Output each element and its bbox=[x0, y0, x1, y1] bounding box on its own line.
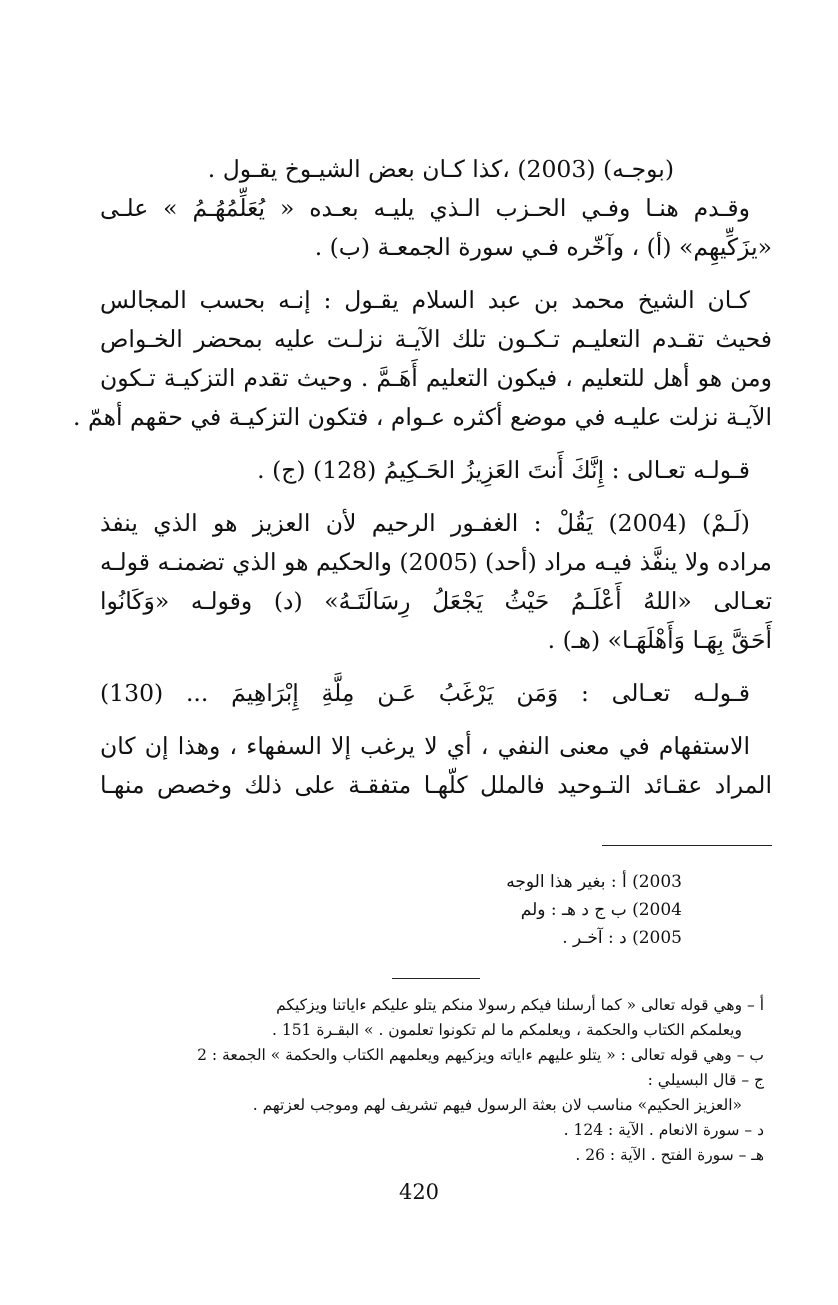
verse-heading: قـولـه تعـالى : وَمَن يَرْغَبُ عَـن مِلَّةِ إِبْرَاهِيمَ ... (130) bbox=[100, 679, 750, 707]
source-notes bbox=[100, 993, 772, 1168]
text-line: مراده ولا ينفَّذ فيـه مراد (أحد) (2005) والحكيم هو الذي تضمنـه قولـه bbox=[100, 548, 772, 576]
page-number: 420 bbox=[398, 1180, 440, 1204]
text-line: تعـالى «اللهُ أَعْلَـمُ حَيْثُ يَجْعَلُ رِسَالَتَـهُ» (د) وقولـه «وَكَانُوا bbox=[100, 587, 772, 615]
source-note: هـ – سورة الفتح . الآية : 26 . bbox=[575, 1146, 764, 1164]
text-line: الاستفهام في معنى النفي ، أي لا يرغب إلا السفهاء ، وهذا إن كان bbox=[100, 732, 750, 760]
variant-note: 2003) أ : بغير هذا الوجه bbox=[506, 872, 682, 892]
footnote-divider-short bbox=[392, 978, 480, 979]
footnote-divider bbox=[602, 845, 772, 846]
text-line: ومن هو أهل للتعليم ، فيكون التعليم أَهَـمَّ . وحيث تقدم التزكيـة تـكون bbox=[100, 364, 772, 392]
source-note: أ – وهي قوله تعالى « كما أرسلنا فيكم رسولا منكم يتلو عليكم ءاياتنا ويزكيكم bbox=[276, 996, 764, 1014]
variant-note: 2005) د : آخـر . bbox=[562, 928, 682, 948]
paragraph-2 bbox=[73, 281, 772, 437]
text-line: أَحَقَّ بِهَـا وَأَهْلَهَـا» (هـ) . bbox=[547, 626, 772, 654]
source-note: د – سورة الانعام . الآية : 124 . bbox=[563, 1121, 764, 1139]
paragraph-1 bbox=[100, 150, 772, 267]
paragraph-5 bbox=[100, 674, 772, 713]
text-line: «يزَكِّيهِم» (أ) ، وآخّره فـي سورة الجمعـة (ب) . bbox=[314, 233, 772, 261]
source-note: ب – وهي قوله تعالى : « يتلو عليهم ءاياته ويزكيهم ويعلمهم الكتاب والحكمة » الجمعة : 2 bbox=[197, 1046, 764, 1064]
source-note: ويعلمكم الكتاب والحكمة ، ويعلمكم ما لم تكونوا تعلمون . » البقـرة 151 . bbox=[271, 1021, 742, 1039]
source-note: ج – قال البسيلي : bbox=[647, 1071, 764, 1089]
text-line: (لَـمْ) (2004) يَقُلْ : الغفـور الرحيم لأن العزيز هو الذي ينفذ bbox=[100, 509, 750, 537]
verse-heading: قـولـه تعـالى : إِنَّكَ أَنتَ العَزِيزُ الحَـكِيمُ (128) (ج) . bbox=[257, 456, 750, 484]
source-note: «العزيز الحكيم» مناسب لان بعثة الرسول فيهم تشريف لهم وموجب لعزتهم . bbox=[252, 1096, 742, 1114]
text-line: وقـدم هنـا وفـي الحـزب الـذي يليـه بعـده « يُعَلِّمُهُـمُ » علـى bbox=[100, 194, 750, 222]
variant-note: 2004) ب ج د هـ : ولم bbox=[520, 900, 682, 920]
paragraph-6 bbox=[100, 727, 772, 805]
paragraph-4 bbox=[100, 504, 772, 660]
text-line: (بوجـه) (2003) ،كذا كـان بعض الشيـوخ يقـول . bbox=[207, 155, 674, 183]
paragraph-3 bbox=[100, 451, 772, 490]
text-line: فحيث تقـدم التعليـم تـكـون تلك الآيـة نزلـت عليه بمحضر الخـواص bbox=[100, 325, 772, 353]
text-line: كـان الشيخ محمد بن عبد السلام يقـول : إنـه بحسب المجالس bbox=[100, 286, 750, 314]
main-text bbox=[73, 150, 772, 805]
text-line: المراد عقـائد التـوحيد فالملل كلّهـا متفقـة على ذلك وخصص منهـا bbox=[100, 771, 772, 799]
variant-notes bbox=[100, 868, 772, 952]
text-line: الآيـة نزلت عليـه في موضع أكثره عـوام ، فتكون التزكيـة في حقهم أهمّ . bbox=[73, 403, 772, 431]
